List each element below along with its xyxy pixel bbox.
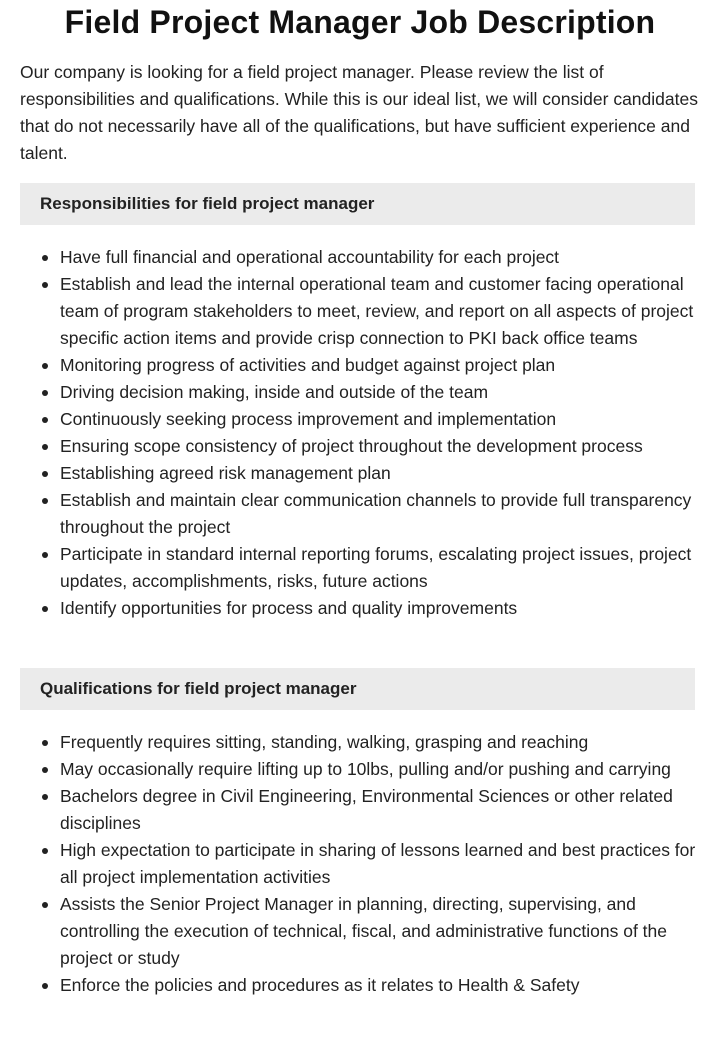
bullet-icon xyxy=(42,417,48,423)
list-item-text: Participate in standard internal reporting forums, escalating project issues, project updates, accomplishments, risks, future actions xyxy=(60,544,692,591)
bullet-icon xyxy=(42,282,48,288)
list-item xyxy=(20,487,700,541)
qualifications-list xyxy=(20,729,700,999)
bullet-icon xyxy=(42,902,48,908)
list-item xyxy=(20,244,700,271)
list-item xyxy=(20,271,700,352)
bullet-icon xyxy=(42,983,48,989)
list-item xyxy=(20,972,700,999)
list-item-text: Establish and maintain clear communication channels to provide full transparency throughout the project xyxy=(60,490,692,537)
list-item-text: Assists the Senior Project Manager in planning, directing, supervising, and controlling the execution of technical, fiscal, and administrative functions of the project or study xyxy=(60,894,668,968)
list-item-text: Ensuring scope consistency of project throughout the development process xyxy=(60,436,643,456)
list-item xyxy=(20,379,700,406)
list-item-text: Establishing agreed risk management plan xyxy=(60,463,391,483)
bullet-icon xyxy=(42,471,48,477)
responsibilities-list xyxy=(20,244,700,622)
list-item xyxy=(20,352,700,379)
bullet-icon xyxy=(42,848,48,854)
list-item-text: Continuously seeking process improvement and implementation xyxy=(60,409,557,429)
bullet-icon xyxy=(42,794,48,800)
list-item xyxy=(20,837,700,891)
list-item-text: Monitoring progress of activities and budget against project plan xyxy=(60,355,556,375)
list-item-text: May occasionally require lifting up to 10lbs, pulling and/or pushing and carrying xyxy=(60,759,671,779)
qualifications-heading: Qualifications for field project manager xyxy=(20,668,695,710)
bullet-icon xyxy=(42,767,48,773)
bullet-icon xyxy=(42,444,48,450)
list-item xyxy=(20,406,700,433)
list-item-text: High expectation to participate in sharing of lessons learned and best practices for all project implementation activities xyxy=(60,840,696,887)
list-item xyxy=(20,433,700,460)
list-item xyxy=(20,756,700,783)
list-item xyxy=(20,595,700,622)
list-item xyxy=(20,783,700,837)
list-item xyxy=(20,729,700,756)
list-item-text: Identify opportunities for process and quality improvements xyxy=(60,598,518,618)
list-item-text: Bachelors degree in Civil Engineering, Environmental Sciences or other related disciplines xyxy=(60,786,673,833)
list-item-text: Enforce the policies and procedures as it relates to Health & Safety xyxy=(60,975,580,995)
bullet-icon xyxy=(42,363,48,369)
list-item xyxy=(20,460,700,487)
bullet-icon xyxy=(42,255,48,261)
list-item-text: Have full financial and operational accountability for each project xyxy=(60,247,560,267)
intro-paragraph: Our company is looking for a field project manager. Please review the list of responsibilities and qualifications. While this is our ideal list, we will consider candidates that do not necessarily have all of the qualifications, but have sufficient experience and talent. xyxy=(20,62,698,163)
bullet-icon xyxy=(42,552,48,558)
bullet-icon xyxy=(42,390,48,396)
bullet-icon xyxy=(42,498,48,504)
list-item xyxy=(20,891,700,972)
bullet-icon xyxy=(42,740,48,746)
list-item-text: Frequently requires sitting, standing, walking, grasping and reaching xyxy=(60,732,589,752)
bullet-icon xyxy=(42,606,48,612)
list-item-text: Establish and lead the internal operational team and customer facing operational team of program stakeholders to meet, review, and report on all aspects of project specific action items and provide crisp connection to PKI back office teams xyxy=(60,274,694,348)
list-item-text: Driving decision making, inside and outside of the team xyxy=(60,382,489,402)
responsibilities-heading: Responsibilities for field project manager xyxy=(20,183,695,225)
list-item xyxy=(20,541,700,595)
page-title: Field Project Manager Job Description xyxy=(64,4,656,40)
